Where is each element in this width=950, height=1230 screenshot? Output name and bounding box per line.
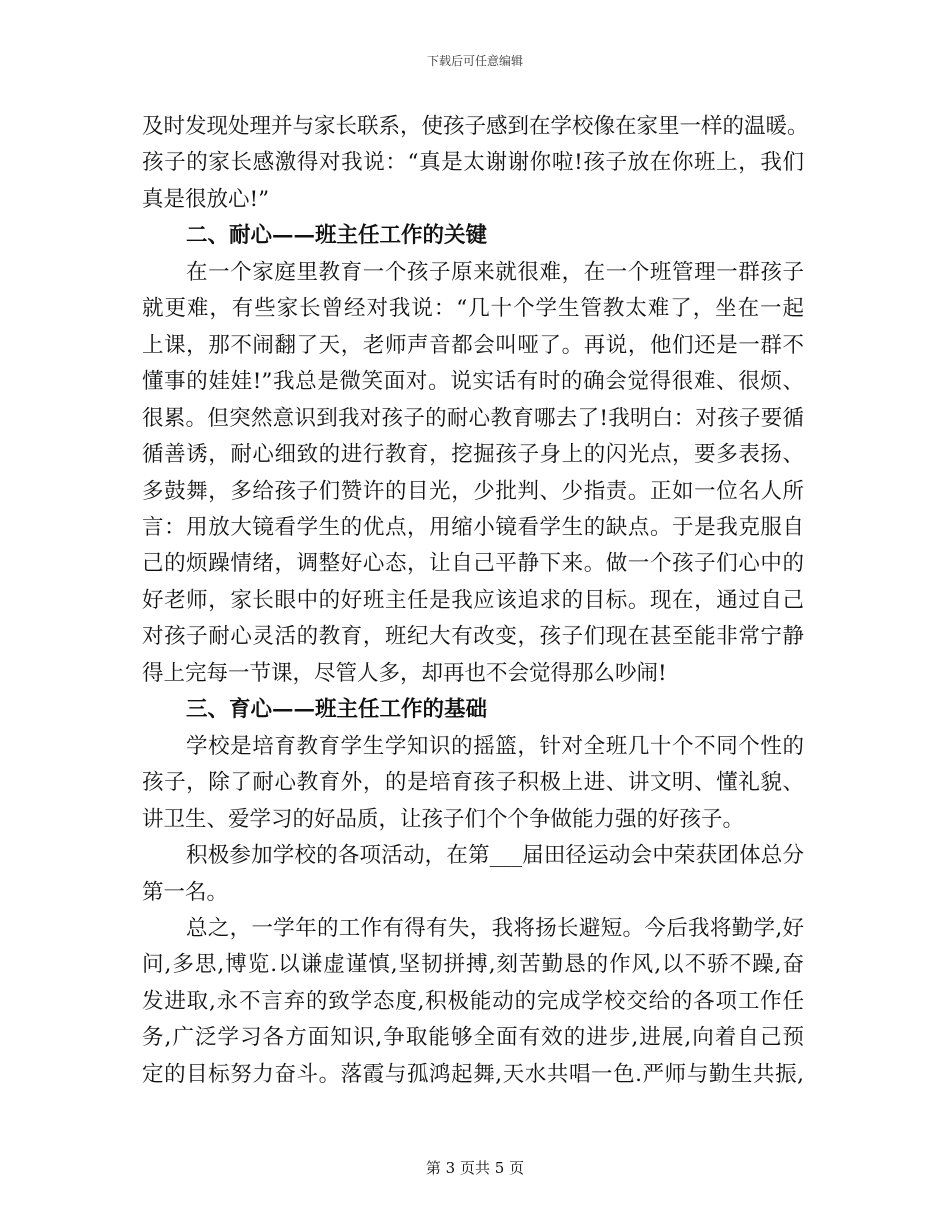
text-line: 真是很放心!” (142, 186, 270, 212)
text-line: 循善诱，耐心细致的进行教育，挖掘孩子身上的闪光点，要多表扬、 (142, 442, 804, 468)
text-line: 好老师，家长眼中的好班主任是我应该追求的目标。现在，通过自己 (142, 587, 804, 613)
text-line: 就更难，有些家长曾经对我说：“几十个学生管教太难了，坐在一起 (142, 296, 804, 322)
text-line: 孩子，除了耐心教育外，的是培育孩子积极上进、讲文明、懂礼貌、 (142, 770, 804, 796)
page-header: 下载后可任意编辑 (426, 54, 523, 68)
text-line: 第一名。 (142, 879, 229, 905)
text-line: 孩子的家长感激得对我说：“真是太谢谢你啦!孩子放在你班上，我们 (142, 150, 804, 176)
text-line: 发进取,永不言弃的致学态度,积极能动的完成学校交给的各项工作任 (142, 988, 804, 1014)
text-line: 及时发现处理并与家长联系，使孩子感到在学校像在家里一样的温暖。 (142, 114, 809, 139)
text-line: 问,多思,博览.以谦虚谨慎,坚韧拼搏,刻苦勤恳的作风,以不骄不躁,奋 (142, 952, 804, 978)
text-line: 务,广泛学习各方面知识,争取能够全面有效的进步,进展,向着自己预 (142, 1025, 804, 1051)
text-line: 上课，那不闹翻了天，老师声音都会叫哑了。再说，他们还是一群不 (142, 332, 804, 358)
text-line: 对孩子耐心灵活的教育，班纪大有改变，孩子们现在甚至能非常宁静 (142, 624, 804, 650)
page-footer: 第 3 页共 5 页 (425, 1159, 525, 1177)
text-line: 在一个家庭里教育一个孩子原来就很难，在一个班管理一群孩子 (186, 259, 804, 285)
text-line: 积极参加学校的各项活动，在第___届田径运动会中荣获团体总分 (186, 843, 804, 868)
section-heading: 三、育心——班主任工作的基础 (186, 697, 488, 723)
text-line: 言：用放大镜看学生的优点，用缩小镜看学生的缺点。于是我克服自 (142, 515, 804, 540)
text-line: 懂事的娃娃!”我总是微笑面对。说实话有时的确会觉得很难、很烦、 (142, 369, 804, 395)
text-line: 学校是培育教育学生学知识的摇篮，针对全班几十个不同个性的 (186, 733, 804, 759)
section-heading: 二、耐心——班主任工作的关键 (186, 223, 488, 249)
text-line: 很累。但突然意识到我对孩子的耐心教育哪去了!我明白：对孩子要循 (142, 405, 804, 431)
text-line: 定的目标努力奋斗。落霞与孤鸿起舞,天水共唱一色.严师与勤生共振, (142, 1061, 804, 1087)
text-line: 总之，一学年的工作有得有失，我将扬长避短。今后我将勤学,好 (186, 915, 804, 941)
text-line: 己的烦躁情绪，调整好心态，让自己平静下来。做一个孩子们心中的 (142, 551, 804, 577)
text-line: 多鼓舞，多给孩子们赞许的目光，少批判、少指责。正如一位名人所 (142, 478, 804, 504)
text-line: 得上完每一节课，尽管人多，却再也不会觉得那么吵闹! (142, 660, 667, 686)
text-line: 讲卫生、爱学习的好品质，让孩子们个个争做能力强的好孩子。 (142, 806, 745, 832)
